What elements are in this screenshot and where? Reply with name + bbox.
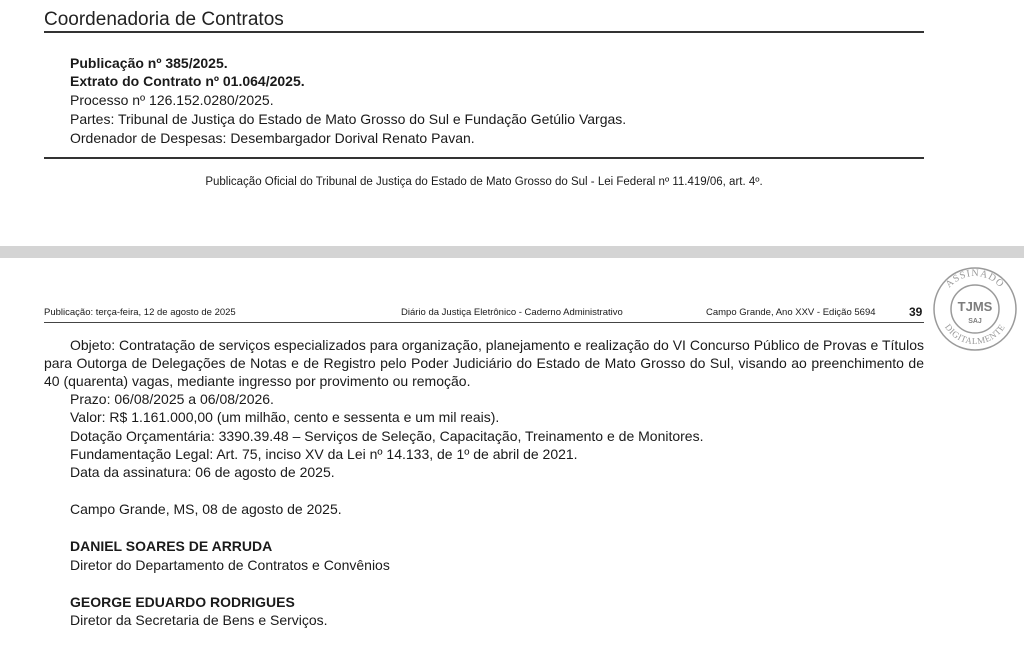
objeto-paragraph: Objeto: Contratação de serviços especializados para organização, planejamento e realização do VI Concurso Público de Provas e Títulos para Outorga de Delegações de Notas e de Registro pelo Poder Judiciário do Estado de Mato Grosso do Sul, visando ao preenchimento de 40 (quarenta) vagas, mediante ingresso por provimento ou remoção. [44,337,924,389]
ordinator: Ordenador de Despesas: Desembargador Dorival Renato Pavan. [70,130,475,146]
header-edition: Campo Grande, Ano XXV - Edição 5694 [706,307,876,318]
divider [44,157,924,159]
page-number: 39 [909,305,923,319]
svg-text:ASSINADO [944,268,1007,290]
dotacao: Dotação Orçamentária: 3390.39.48 – Serviços de Seleção, Capacitação, Treinamento e de Monitores. [70,428,704,444]
divider [44,322,924,323]
official-footer: Publicação Oficial do Tribunal de Justiça do Estado de Mato Grosso do Sul - Lei Federal nº 11.419/06, art. 4º. [205,176,763,188]
stamp-logo: TJMS [957,299,993,314]
prazo: Prazo: 06/08/2025 a 06/08/2026. [70,391,274,407]
header-journal: Diário da Justiça Eletrônico - Caderno Administrativo [401,307,623,318]
header-date: Publicação: terça-feira, 12 de agosto de 2025 [44,307,236,318]
stamp-text-bottom: DIGITALMENTE [943,322,1007,347]
stamp-text-top: ASSINADO [943,267,1007,291]
contract-extract: Extrato do Contrato nº 01.064/2025. [70,73,305,89]
section-title: Coordenadoria de Contratos [44,9,284,30]
process-number: Processo nº 126.152.0280/2025. [70,92,274,108]
fundamentacao: Fundamentação Legal: Art. 75, inciso XV da Lei nº 14.133, de 1º de abril de 2021. [70,446,578,462]
place-date: Campo Grande, MS, 08 de agosto de 2025. [70,501,342,517]
digital-signature-stamp-icon [932,266,1018,352]
valor: Valor: R$ 1.161.000,00 (um milhão, cento e sessenta e um mil reais). [70,409,500,425]
page-separator [0,246,1024,258]
signer-title: Diretor do Departamento de Contratos e Convênios [70,557,390,573]
stamp-sub: SAJ [968,318,982,325]
signer-title: Diretor da Secretaria de Bens e Serviços. [70,612,328,628]
publication-number: Publicação nº 385/2025. [70,55,228,71]
data-assinatura: Data da assinatura: 06 de agosto de 2025. [70,464,335,480]
signer-name: DANIEL SOARES DE ARRUDA [70,538,273,554]
divider [44,31,924,33]
signer-name: GEORGE EDUARDO RODRIGUES [70,594,295,610]
parties: Partes: Tribunal de Justiça do Estado de Mato Grosso do Sul e Fundação Getúlio Vargas. [70,111,627,127]
